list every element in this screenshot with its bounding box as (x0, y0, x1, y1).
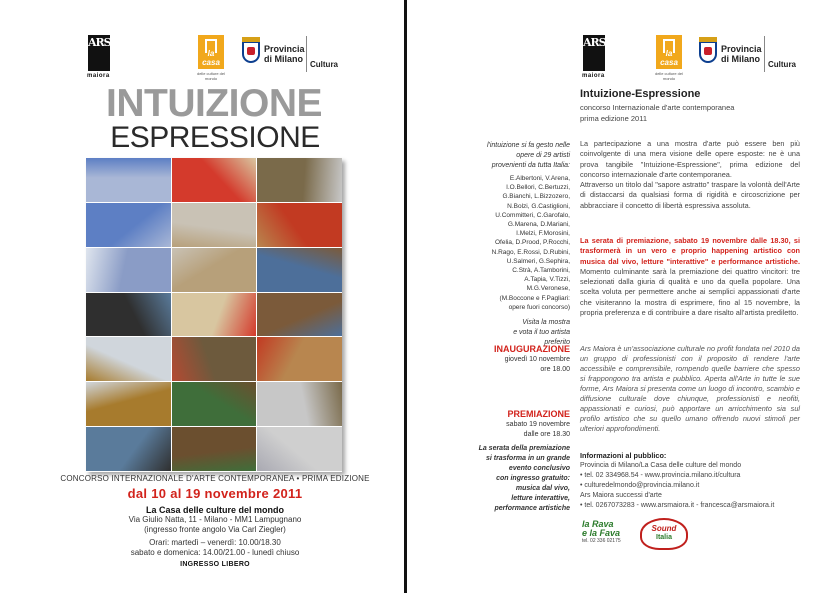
artwork-tile (172, 337, 257, 381)
info-line: • tel. 0267073283 - www.arsmaiora.it - francesca@arsmaiora.it (580, 502, 775, 509)
casa-culture-logo (198, 35, 224, 69)
artist-line: (M.Boccone e F.Pagliari: (499, 294, 570, 302)
sidebar-intro-line: l'intuizione si fa gesto nelle (486, 142, 570, 149)
artwork-tile (257, 382, 342, 426)
hours-weekend: sabato e domenica: 14.00/21.00 - lunedì chiuso (130, 548, 300, 557)
sidebar-intro-line: opere di 29 artisti (516, 152, 570, 159)
info-line: Provincia di Milano/La Casa delle culture del mondo (580, 462, 742, 469)
inaugurazione-date: giovedì 10 novembre (504, 356, 570, 363)
artist-line: Ofelia, D.Prood, P.Rocchi, (494, 239, 570, 247)
artwork-tile (86, 158, 171, 202)
artist-line: E.Albertoni, V.Arena, (509, 175, 570, 182)
hours-weekday: Orari: martedì – venerdì: 10.00/18.30 (149, 538, 281, 547)
artist-line: N.Rago, E.Rossi, D.Rubini, (491, 248, 570, 256)
premiazione-label: PREMIAZIONE (507, 409, 570, 419)
inaugurazione-label: INAUGURAZIONE (494, 344, 570, 354)
info-heading: Informazioni al pubblico: (580, 451, 667, 460)
ars-maiora-logo: ARS (88, 35, 110, 71)
artwork-tile (257, 248, 342, 292)
artist-line: G.Bianchi, L.Bizzozero, (502, 193, 570, 201)
provincia-crest-icon (242, 41, 260, 63)
premiazione-rest: Momento culminante sarà la premiazione dei quattro vincitori: tre selezionati dalla giuria di qualità e uno da quella popolare. Una scelta voluta per permettere anche ai semplici appassionati d'arte che visiteranno la mostra di esprimere, fino al 15 novembre, la propria preferenza e di contribuire a dare risalto all'artista prediletto. (580, 266, 800, 318)
artwork-tile (257, 293, 342, 337)
ars-maiora-subtext-right: maiora (582, 73, 605, 79)
ars-maiora-subtext: maiora (87, 73, 110, 79)
artwork-tile (257, 158, 342, 202)
artist-line: N.Bolzi, G.Castiglioni, (507, 202, 570, 210)
premiazione-time: dalle ore 18.30 (523, 431, 570, 438)
venue-entrance: (ingresso fronte angolo Via Carl Ziegler) (144, 525, 286, 534)
casa-logo-text: la casa (202, 49, 220, 67)
casa-culture-logo-right (656, 35, 682, 69)
artwork-tile (257, 203, 342, 247)
serata-line: La serata della premiazione (478, 445, 570, 452)
logo-separator-right (764, 36, 765, 72)
premiazione-paragraph (580, 236, 800, 318)
cultura-label: Cultura (310, 60, 338, 69)
ingresso-libero: INGRESSO LIBERO (180, 561, 250, 568)
provincia-label-right: Provincia di Milano (721, 44, 762, 64)
info-line: Ars Maiora successi d'arte (580, 492, 662, 499)
serata-line: si trasforma in un grande (485, 455, 570, 462)
casa-logo-text-right: la casa (660, 49, 678, 67)
artwork-tile (86, 427, 171, 471)
artwork-tile (172, 293, 257, 337)
visita-line: e vota il tuo artista (513, 329, 570, 337)
artwork-tile (257, 337, 342, 381)
sponsor-rava-tel: tel. 02 336 02175 (582, 538, 621, 544)
visita-line: Visita la mostra (522, 319, 570, 327)
info-line: • tel. 02 334968.54 - www.provincia.milano.it/cultura (580, 472, 741, 479)
artwork-tile (86, 203, 171, 247)
poster-title-espressione: ESPRESSIONE (110, 121, 320, 154)
artist-line: opere fuori concorso) (508, 303, 570, 311)
intro-paragraph: La partecipazione a una mostra d'arte può essere ben più coinvolgente di una mera visione delle opere esposte: ne è una prova tangibile "Intuizione-Espressione", prima edizione del concorso internazionale d'arte contemporanea. (580, 139, 800, 179)
sidebar-intro-line: provenienti da tutta Italia: (491, 162, 570, 169)
artwork-tile (172, 158, 257, 202)
serata-line: evento conclusivo (508, 465, 570, 472)
artist-line: G.Marena, D.Mariani, (507, 221, 570, 229)
logo-separator (306, 36, 307, 72)
sponsor-rava-fava-logo (582, 520, 630, 552)
right-title: Intuizione-Espressione (580, 88, 701, 100)
artist-line: U.Committeri, C.Garofalo, (495, 211, 570, 219)
artwork-tile (86, 382, 171, 426)
sponsor-rava-line: la Rava (582, 519, 614, 529)
concorso-line: CONCORSO INTERNAZIONALE D'ARTE CONTEMPORANEA • PRIMA EDIZIONE (60, 474, 370, 483)
casa-logo-subtext: delle culture del mondo (196, 71, 226, 81)
artist-line: M.G.Veronese, (526, 285, 570, 293)
artist-line: I.Melzi, F.Morosini, (516, 230, 570, 238)
serata-line: con ingresso gratuito: (496, 475, 570, 482)
right-subtitle-1: concorso Internazionale d'arte contemporanea (580, 103, 735, 112)
artwork-tile (172, 382, 257, 426)
artwork-tile (86, 248, 171, 292)
artwork-tile (172, 248, 257, 292)
page-divider (404, 0, 407, 593)
artwork-tile (86, 337, 171, 381)
ars-maiora-paragraph: Ars Maiora è un'associazione culturale no profit fondata nel 2010 da un gruppo di professionisti con il proposito di rendere l'arte accessibile e comprensibile, rompendo quelle barriere che spesso si frappongono tra artista e pubblico. Aperta all'Arte in tutte le sue forme, Ars Maiora si presenta come un luogo di incontro, scambio e diffusione culturale dove chiunque, professionisti e neofiti, appassionati e curiosi, può apportare un arricchimento sia sul profilo artistico che su quello umano offrendo nuovi stimoli per ulteriori approfondimenti. (580, 344, 800, 433)
provincia-crest-icon (699, 41, 717, 63)
artist-line: A.Tapia, V.Tizzi, (524, 276, 570, 284)
exhibition-dates: dal 10 al 19 novembre 2011 (127, 486, 303, 501)
sponsor-sound-italia-logo (640, 518, 688, 550)
artist-line: U.Salmeri, G.Sephira, (506, 257, 570, 265)
artwork-tile (172, 427, 257, 471)
artwork-tile (86, 293, 171, 337)
artwork-collage (86, 158, 342, 472)
ars-maiora-logo-right: ARS (583, 35, 605, 71)
serata-line: performance artistiche (494, 505, 570, 512)
premiazione-date: sabato 19 novembre (506, 421, 570, 428)
sponsor-sound-line: Sound (651, 524, 677, 533)
titolo-paragraph: Attraverso un titolo dal "sapore astratto" traspare la volontà dell'Arte di distaccarsi da qualsiasi forma di rigidità e circoscrizione per abbracciare il concetto di libertà espressiva assoluta. (580, 180, 800, 210)
serata-line: letture interattive, (511, 495, 570, 502)
right-subtitle-2: prima edizione 2011 (580, 114, 647, 123)
artist-line: C.Strà, A.Tamborini, (512, 267, 570, 275)
casa-logo-subtext-right: delle culture del mondo (654, 71, 684, 81)
serata-line: musica dal vivo, (515, 485, 570, 492)
artist-line: I.O.Bellori, C.Bertuzzi, (506, 184, 570, 192)
provincia-label: Provincia di Milano (264, 44, 305, 64)
poster-title-intuizione: INTUIZIONE (106, 82, 322, 125)
artwork-tile (172, 203, 257, 247)
venue-name: La Casa delle culture del mondo (145, 505, 285, 515)
sponsor-fava-line: e la Fava (582, 528, 621, 538)
inaugurazione-time: ore 18.00 (540, 366, 570, 373)
serata-block (440, 444, 570, 514)
info-line: • culturedelmondo@provincia.milano.it (580, 482, 700, 489)
artist-list (440, 174, 570, 312)
cultura-label-right: Cultura (768, 60, 796, 69)
visita-line: preferito (544, 339, 570, 347)
premiazione-highlight: La serata di premiazione, sabato 19 novembre dalle 18.30, si trasformerà in un vero e proprio happening artistico con musica dal vivo, letture "interattive" e performance artistiche. (580, 236, 800, 266)
artwork-tile (257, 427, 342, 471)
venue-address: Via Giulio Natta, 11 - Milano - MM1 Lampugnano (128, 515, 302, 524)
sidebar-artists (440, 141, 570, 348)
sponsor-italia-line: Italia (656, 534, 672, 541)
